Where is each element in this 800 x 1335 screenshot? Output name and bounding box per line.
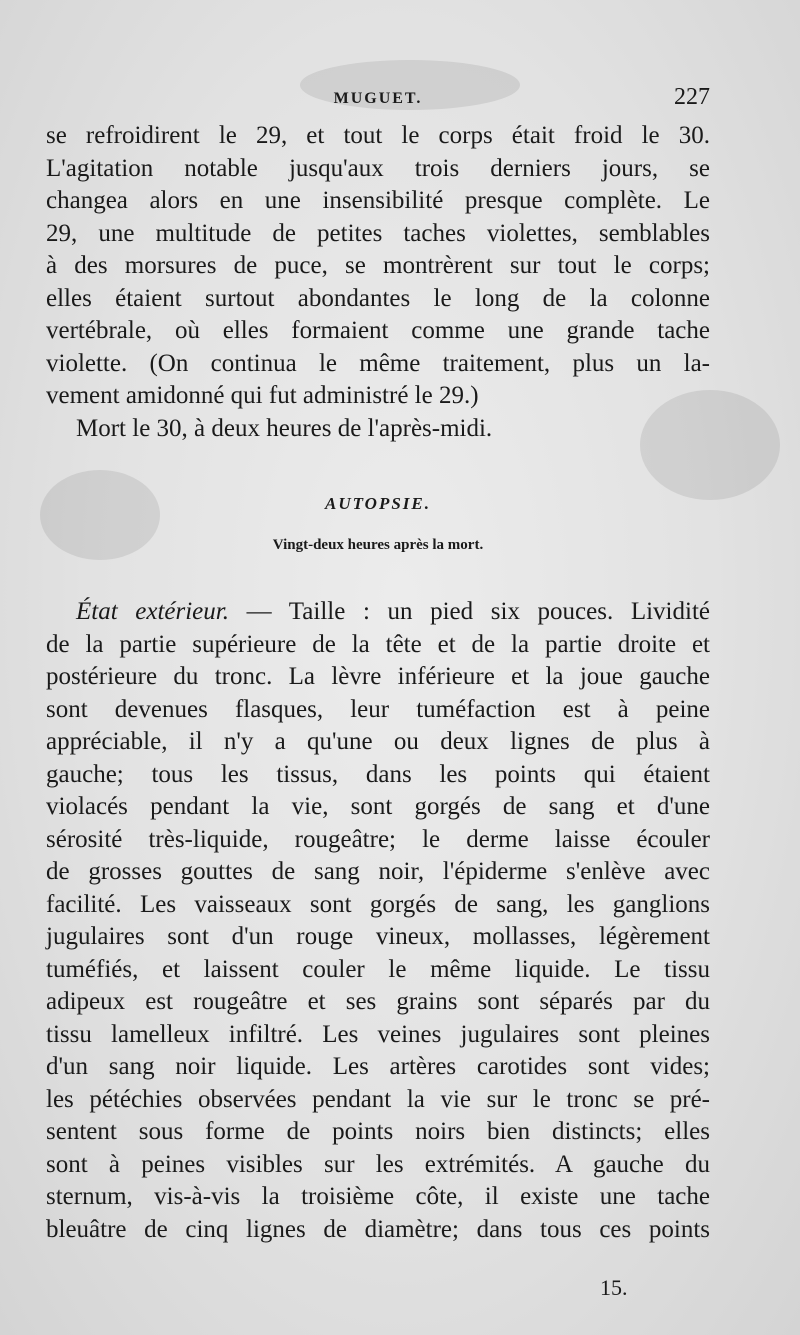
text-line: sérosité très-liquide, rougeâtre; le derme laisse écouler: [46, 825, 710, 853]
text-line: gauche; tous les tissus, dans les points qui étaient: [46, 760, 710, 788]
text-line: elles étaient surtout abondantes le long de la colonne: [46, 284, 710, 312]
section-title: AUTOPSIE.: [324, 494, 431, 513]
text-line: sont devenues flasques, leur tuméfaction est à peine: [46, 695, 710, 723]
page-number: 227: [674, 84, 710, 110]
death-statement: Mort le 30, à deux heures de l'après-midi.: [76, 414, 493, 442]
text-line: sternum, vis-à-vis la troisième côte, il existe une tache: [46, 1183, 710, 1210]
text-line: tuméfiés, et laissent couler le même liquide. Le tissu: [46, 955, 710, 983]
text-line: sentent sous forme de points noirs bien distincts; elles: [46, 1118, 710, 1145]
text-line: changea alors en une insensibilité presque complète. Le: [46, 187, 710, 214]
page-header: [46, 84, 710, 116]
text-line: L'agitation notable jusqu'aux trois derniers jours, se: [46, 154, 710, 182]
text-line: se refroidirent le 29, et tout le corps était froid le 30.: [46, 122, 710, 149]
autopsy-body: [46, 596, 710, 1246]
text-line-rest: — Taille : un pied six pouces. Lividité: [229, 598, 710, 625]
text-line: à des morsures de puce, se montrèrent sur tout le corps;: [46, 252, 710, 279]
text-line: postérieure du tronc. La lèvre inférieure et la joue gauche: [46, 663, 710, 690]
text-line: violacés pendant la vie, sont gorgés de sang et d'une: [46, 793, 710, 820]
text-line: [46, 596, 710, 629]
text-line: vement amidonné qui fut administré le 29.): [46, 382, 479, 409]
lead-in-title: État extérieur.: [76, 598, 229, 625]
text-line: d'un sang noir liquide. Les artères carotides sont vides;: [46, 1053, 710, 1080]
text-line: facilité. Les vaisseaux sont gorgés de sang, les ganglions: [46, 890, 710, 918]
text-line: bleuâtre de cinq lignes de diamètre; dans tous ces points: [46, 1215, 710, 1243]
text-line: 29, une multitude de petites taches violettes, semblables: [46, 219, 710, 247]
clinical-narrative: [46, 120, 710, 445]
running-title: MUGUET.: [333, 90, 423, 107]
text-line: violette. (On continua le même traitement, plus un la-: [46, 349, 710, 377]
text-line: adipeux est rougeâtre et ses grains sont séparés par du: [46, 988, 710, 1015]
text-line: de la partie supérieure de la tête et de la partie droite et: [46, 630, 710, 658]
section-subtitle: Vingt-deux heures après la mort.: [272, 537, 484, 553]
text-line: appréciable, il n'y a qu'une ou deux lignes de plus à: [46, 728, 710, 755]
text-line: tissu lamelleux infiltré. Les veines jugulaires sont pleines: [46, 1020, 710, 1048]
text-line: sont à peines visibles sur les extrémités. A gauche du: [46, 1150, 710, 1178]
text-line: jugulaires sont d'un rouge vineux, mollasses, légèrement: [46, 923, 710, 950]
text-line: les pétéchies observées pendant la vie sur le tronc se pré-: [46, 1085, 710, 1113]
text-line: vertébrale, où elles formaient comme une grande tache: [46, 317, 710, 344]
signature-mark: 15.: [600, 1275, 628, 1300]
text-line: de grosses gouttes de sang noir, l'épiderme s'enlève avec: [46, 858, 710, 885]
